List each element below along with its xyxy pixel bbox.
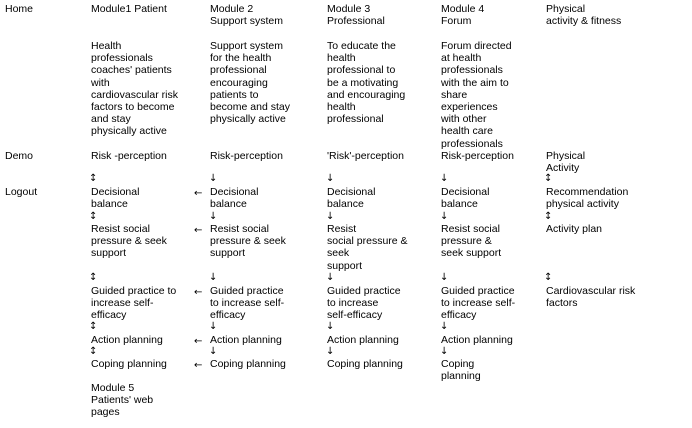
updown-arrow-icon: ↕	[544, 173, 553, 184]
pa-activity-plan: Activity plan	[546, 223, 603, 235]
m1-guided-practice: Guided practice to increase self- efficacy	[91, 285, 177, 322]
nav-demo[interactable]: Demo	[5, 150, 34, 162]
m4-decisional-balance: Decisional balance	[441, 186, 490, 211]
pa-physical-activity: Physical Activity	[546, 150, 586, 175]
down-arrow-icon: ↓	[326, 173, 335, 184]
down-arrow-icon: ↓	[326, 272, 335, 283]
m2-coping-planning: Coping planning	[210, 358, 286, 370]
m1-action-planning: Action planning	[91, 334, 163, 346]
down-arrow-icon: ↓	[209, 321, 218, 332]
left-arrow-icon: ←	[194, 225, 203, 236]
down-arrow-icon: ↓	[440, 272, 449, 283]
nav-home[interactable]: Home	[5, 3, 34, 15]
left-arrow-icon: ←	[194, 360, 203, 371]
updown-arrow-icon: ↕	[89, 211, 98, 222]
m4-guided-practice: Guided practice to increase self- efficacy	[441, 285, 516, 322]
m1-decisional-balance: Decisional balance	[91, 186, 140, 211]
left-arrow-icon: ←	[194, 287, 203, 298]
updown-arrow-icon: ↕	[544, 272, 553, 283]
m3-coping-planning: Coping planning	[327, 358, 403, 370]
m2-guided-practice: Guided practice to increase self- efficacy	[210, 285, 285, 322]
pa-cardiovascular-risk-factors: Cardiovascular risk factors	[546, 285, 636, 310]
m3-risk-perception: 'Risk'-perception	[327, 150, 404, 162]
m4-risk-perception: Risk-perception	[441, 150, 514, 162]
m1-coping-planning: Coping planning	[91, 358, 167, 370]
module5-link[interactable]: Module 5 Patients' web pages	[91, 382, 154, 419]
left-arrow-icon: ←	[194, 188, 203, 199]
down-arrow-icon: ↓	[209, 211, 218, 222]
m2-risk-perception: Risk-perception	[210, 150, 283, 162]
m2-resist-social-pressure: Resist social pressure & seek support	[210, 223, 286, 260]
down-arrow-icon: ↓	[440, 211, 449, 222]
module3-header[interactable]: Module 3 Professional	[327, 3, 385, 28]
updown-arrow-icon: ↕	[89, 346, 98, 357]
module2-description: Support system for the health professional encouraging patients to become and stay physically active	[210, 40, 290, 126]
updown-arrow-icon: ↕	[89, 321, 98, 332]
m4-coping-planning: Coping planning	[441, 358, 481, 383]
m3-action-planning: Action planning	[327, 334, 399, 346]
m2-action-planning: Action planning	[210, 334, 282, 346]
m4-resist-social-pressure: Resist social pressure & seek support	[441, 223, 502, 260]
m4-action-planning: Action planning	[441, 334, 513, 346]
nav-logout[interactable]: Logout	[5, 186, 38, 198]
down-arrow-icon: ↓	[440, 173, 449, 184]
m2-decisional-balance: Decisional balance	[210, 186, 259, 211]
pa-recommendation: Recommendation physical activity	[546, 186, 629, 211]
module1-header[interactable]: Module1 Patient	[91, 3, 167, 15]
module3-description: To educate the health professional to be a motivating and encouraging health professional	[327, 40, 406, 126]
m3-guided-practice: Guided practice to increase self-efficacy	[327, 285, 401, 322]
down-arrow-icon: ↓	[326, 346, 335, 357]
m3-decisional-balance: Decisional balance	[327, 186, 376, 211]
down-arrow-icon: ↓	[209, 173, 218, 184]
down-arrow-icon: ↓	[326, 211, 335, 222]
m3-resist-social-pressure: Resist social pressure & seek support	[327, 223, 408, 272]
module2-header[interactable]: Module 2 Support system	[210, 3, 283, 28]
down-arrow-icon: ↓	[440, 321, 449, 332]
updown-arrow-icon: ↕	[89, 173, 98, 184]
left-arrow-icon: ←	[194, 336, 203, 347]
m1-risk-perception: Risk -perception	[91, 150, 167, 162]
down-arrow-icon: ↓	[209, 346, 218, 357]
physical-activity-header[interactable]: Physical activity & fitness	[546, 3, 622, 28]
module4-header[interactable]: Module 4 Forum	[441, 3, 485, 28]
module1-description: Health professionals coaches' patients with cardiovascular risk factors to become and stay physically active	[91, 40, 178, 138]
down-arrow-icon: ↓	[440, 346, 449, 357]
m1-resist-social-pressure: Resist social pressure & seek support	[91, 223, 167, 260]
updown-arrow-icon: ↕	[89, 272, 98, 283]
module4-description: Forum directed at health professionals with the aim to share experiences with other health care professionals	[441, 40, 512, 150]
down-arrow-icon: ↓	[326, 321, 335, 332]
down-arrow-icon: ↓	[209, 272, 218, 283]
updown-arrow-icon: ↕	[544, 211, 553, 222]
